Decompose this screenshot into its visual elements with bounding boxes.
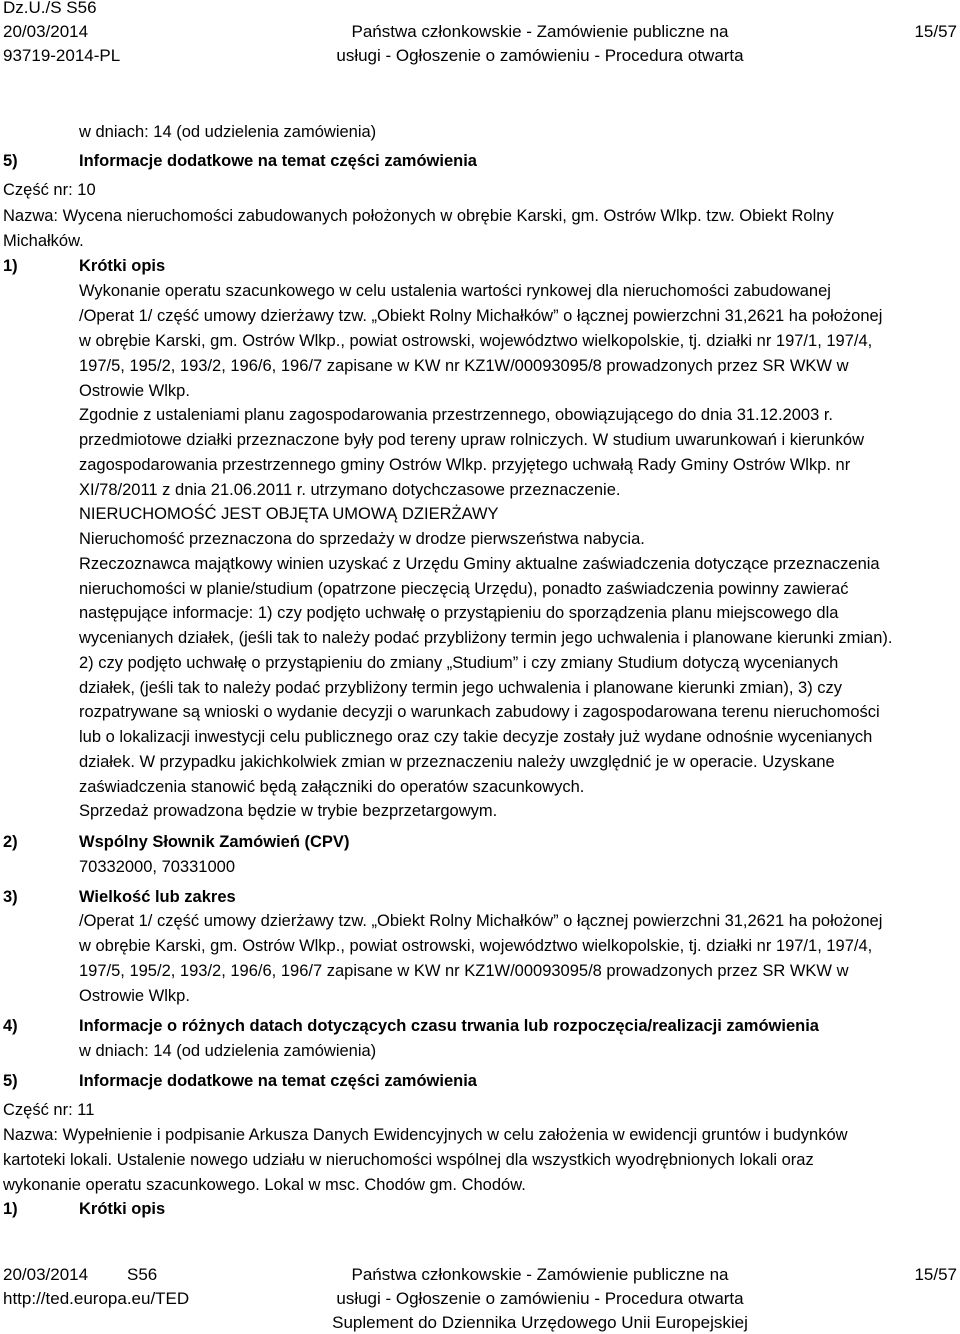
paragraph-line: rozpatrywane są wnioski o wydanie decyzji o warunkach zabudowy i zagospodarowana terenu nieruchomości (79, 703, 880, 721)
lot-name-line: Nazwa: Wypełnienie i podpisanie Arkusza Danych Ewidencyjnych w celu założenia w ewidencji gruntów i budynków (3, 1126, 848, 1144)
paragraph-line: Ostrowie Wlkp. (79, 382, 190, 400)
paragraph-line: zaświadczenia stanowić będą załączniki do operatów szacunkowych. (79, 778, 585, 796)
duration-text: w dniach: 14 (od udzielenia zamówienia) (79, 123, 377, 141)
lot-name-line: Michałków. (3, 232, 84, 250)
paragraph-line: 197/5, 195/2, 193/2, 196/6, 196/7 zapisane w KW nr KZ1W/00093095/8 prowadzonych przez SR WKW w (79, 962, 849, 980)
paragraph-line: Zgodnie z ustaleniami planu zagospodarowania przestrzennego, obowiązującego do dnia 31.12.2003 r. (79, 406, 834, 424)
paragraph-line: przedmiotowe działki przeznaczone były pod tereny upraw rolniczych. W studium uwarunkowań i kierunków (79, 431, 865, 449)
paragraph-line: Ostrowie Wlkp. (79, 987, 190, 1005)
lot-name-line: kartoteki lokali. Ustalenie nowego udziału w nieruchomości wspólnej dla wszystkich wyodrębnionych lokali oraz (3, 1151, 814, 1169)
paragraph-line: XI/78/2011 z dnia 21.06.2011 r. utrzymano dotychczasowe przeznaczenie. (79, 481, 621, 499)
paragraph-line: zagospodarowania przestrzennego gminy Ostrów Wlkp. przyjętego uchwałą Rady Gminy Ostrów Wlkp. nr (79, 456, 851, 474)
paragraph-line: Wykonanie operatu szacunkowego w celu ustalenia wartości rynkowej dla nieruchomości zabudowanej (79, 282, 831, 300)
duration-text: w dniach: 14 (od udzielenia zamówienia) (79, 1042, 377, 1060)
footer-series: S56 (127, 1265, 158, 1284)
section-heading: Krótki opis (79, 1200, 166, 1218)
paragraph-line: następujące informacje: 1) czy podjęto uchwałę o przystąpieniu do sporządzenia planu miejscowego dla (79, 604, 839, 622)
header-title-line2: usługi - Ogłoszenie o zamówieniu - Procedura otwarta (336, 46, 744, 65)
footer-page-number: 15/57 (914, 1265, 957, 1284)
footer-title-line3: Suplement do Dziennika Urzędowego Unii Europejskiej (332, 1313, 748, 1332)
cpv-codes: 70332000, 70331000 (79, 858, 235, 876)
footer-url-link[interactable]: http://ted.europa.eu/TED (3, 1289, 190, 1308)
section-heading: Wielkość lub zakres (79, 888, 236, 906)
section-heading: Wspólny Słownik Zamówień (CPV) (79, 833, 350, 851)
paragraph-line: lub o lokalizacji inwestycji celu publicznego oraz czy takie decyzje zostały już wydane odnośnie wycenianych (79, 728, 873, 746)
paragraph-line: Rzeczoznawca majątkowy winien uzyskać z Urzędu Gminy aktualne zaświadczenia dotyczące przeznaczenia (79, 555, 880, 573)
footer-title-line1: Państwa członkowskie - Zamówienie publiczne na (351, 1265, 729, 1284)
paragraph-line: 2) czy podjęto uchwałę o przystąpieniu do zmiany „Studium” i czy zmiany Studium dotyczą wycenianych (79, 654, 839, 672)
notice-number: 93719-2014-PL (3, 46, 121, 65)
header-page-number: 15/57 (914, 22, 957, 41)
section-heading: Krótki opis (79, 257, 166, 275)
lot-number: Część nr: 10 (3, 181, 96, 199)
section-number: 1) (3, 1200, 18, 1218)
section-number: 5) (3, 152, 18, 170)
paragraph-line: działek, (jeśli tak to należy podać przybliżony termin jego uchwalenia i planowane kierunki zmian), 3) czy (79, 679, 843, 697)
journal-reference: Dz.U./S S56 (3, 0, 97, 17)
footer-date: 20/03/2014 (3, 1265, 89, 1284)
paragraph-line: działek. W przypadku jakichkolwiek zmian w przeznaczeniu należy uwzględnić je w operacie. Uzyskane (79, 753, 835, 771)
section-number: 5) (3, 1072, 18, 1090)
paragraph-line: Nieruchomość przeznaczona do sprzedaży w drodze pierwszeństwa nabycia. (79, 530, 645, 548)
paragraph-line: wycenianych działek, (jeśli tak to należy podać przybliżony termin jego uchwalenia i planowane kierunki zmian). (79, 629, 893, 647)
paragraph-line: 197/5, 195/2, 193/2, 196/6, 196/7 zapisane w KW nr KZ1W/00093095/8 prowadzonych przez SR WKW w (79, 357, 849, 375)
header-date: 20/03/2014 (3, 22, 89, 41)
section-number: 1) (3, 257, 18, 275)
lot-name-line: Nazwa: Wycena nieruchomości zabudowanych położonych w obrębie Karski, gm. Ostrów Wlkp. tzw. Obiekt Rolny (3, 207, 834, 225)
paragraph-line: w obrębie Karski, gm. Ostrów Wlkp., powiat ostrowski, województwo wielkopolskie, tj. działki nr 197/1, 197/4, (79, 332, 873, 350)
lot-name-line: wykonanie operatu szacunkowego. Lokal w msc. Chodów gm. Chodów. (3, 1176, 526, 1194)
section-heading: Informacje dodatkowe na temat części zamówienia (79, 1072, 477, 1090)
section-number: 3) (3, 888, 18, 906)
paragraph-line: NIERUCHOMOŚĆ JEST OBJĘTA UMOWĄ DZIERŻAWY (79, 505, 499, 523)
paragraph-line: Sprzedaż prowadzona będzie w trybie bezprzetargowym. (79, 802, 498, 820)
header-title-line1: Państwa członkowskie - Zamówienie publiczne na (351, 22, 729, 41)
footer-title-line2: usługi - Ogłoszenie o zamówieniu - Procedura otwarta (336, 1289, 744, 1308)
section-heading: Informacje dodatkowe na temat części zamówienia (79, 152, 477, 170)
paragraph-line: nieruchomości w planie/studium (opatrzone pieczęcią Urzędu), ponadto zaświadczenia powinny zawierać (79, 580, 849, 598)
section-number: 2) (3, 833, 18, 851)
section-heading: Informacje o różnych datach dotyczących czasu trwania lub rozpoczęcia/realizacji zamówienia (79, 1017, 819, 1035)
lot-number: Część nr: 11 (3, 1101, 95, 1119)
paragraph-line: w obrębie Karski, gm. Ostrów Wlkp., powiat ostrowski, województwo wielkopolskie, tj. działki nr 197/1, 197/4, (79, 937, 873, 955)
paragraph-line: /Operat 1/ część umowy dzierżawy tzw. „Obiekt Rolny Michałków” o łącznej powierzchni 31,2621 ha położonej (79, 912, 883, 930)
paragraph-line: /Operat 1/ część umowy dzierżawy tzw. „Obiekt Rolny Michałków” o łącznej powierzchni 31,2621 ha położonej (79, 307, 883, 325)
section-number: 4) (3, 1017, 18, 1035)
